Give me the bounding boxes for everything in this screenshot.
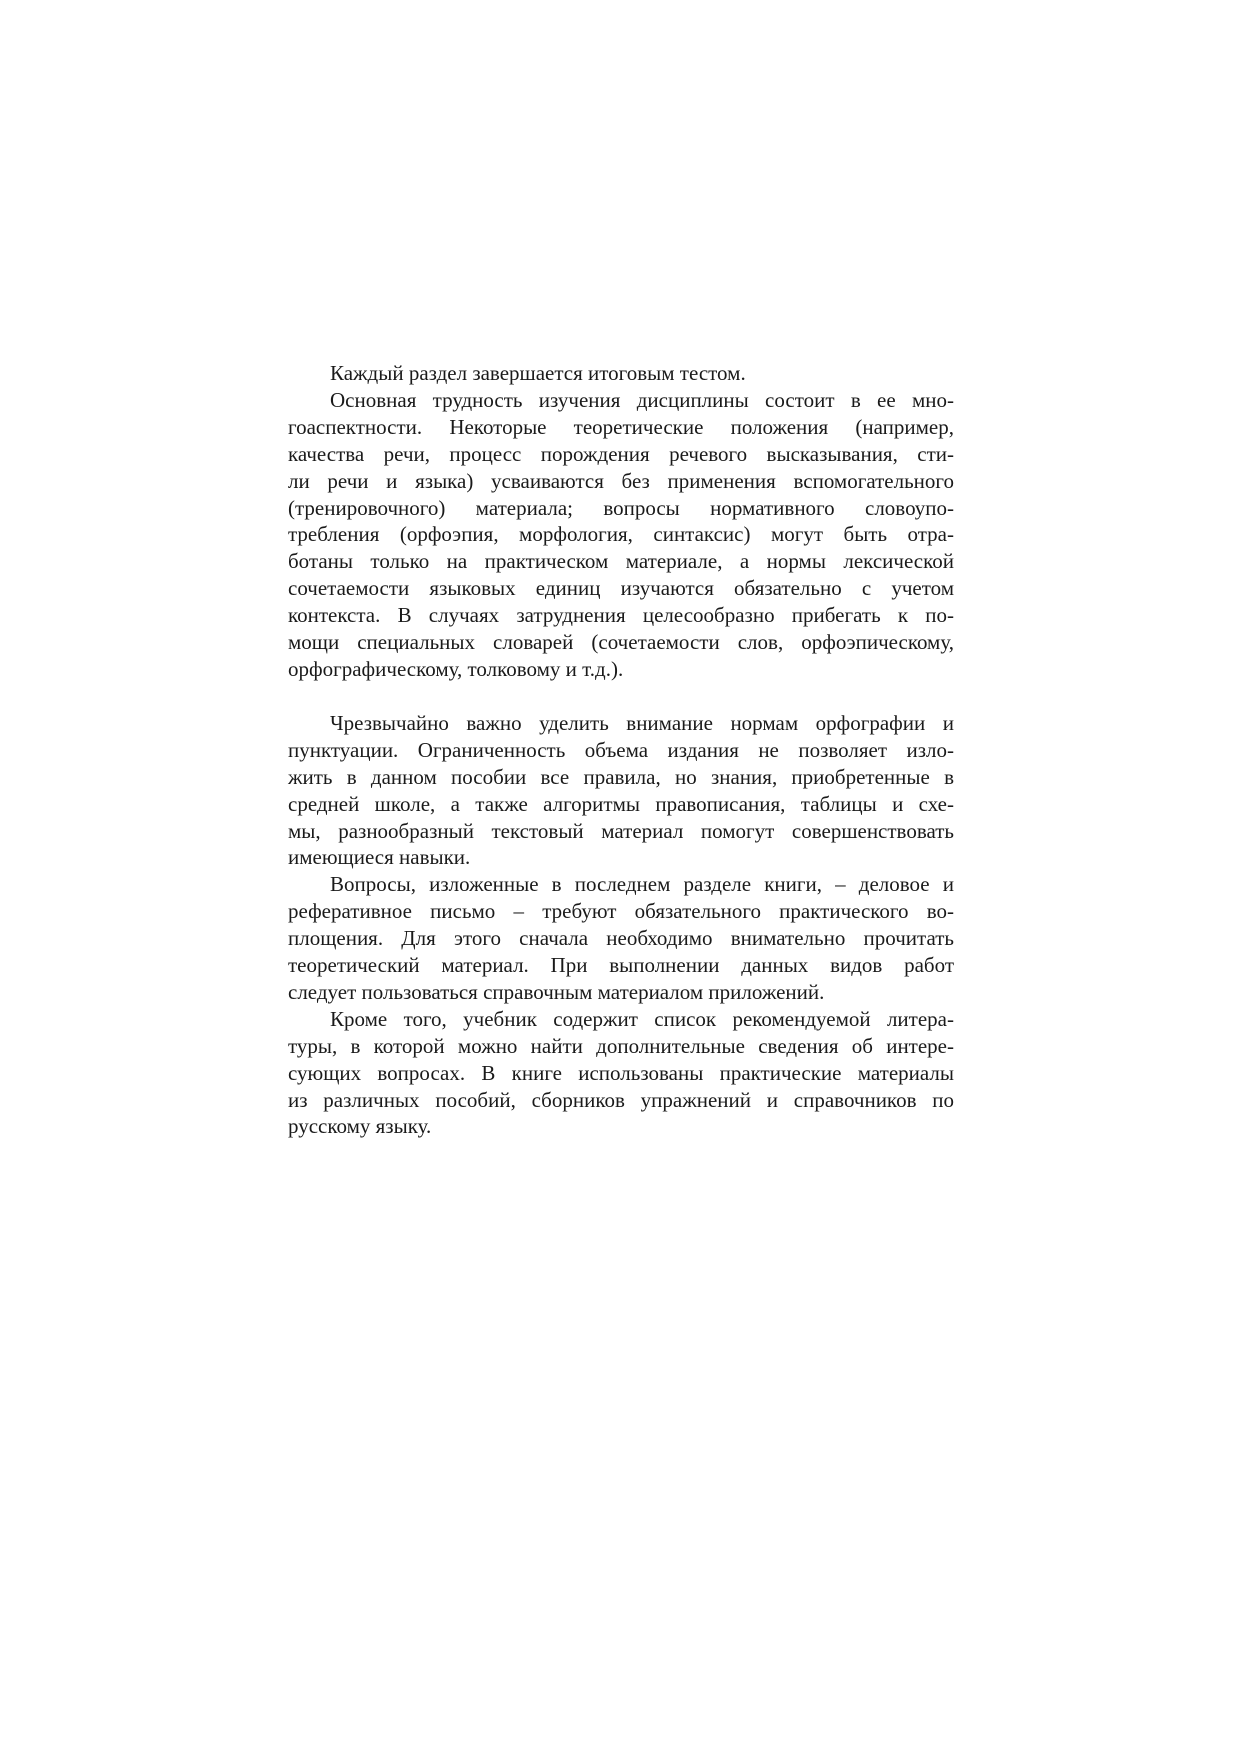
text-line: теоретический материал. При выполнении данных видов работ xyxy=(288,953,954,978)
text-line: (тренировочного) материала; вопросы нормативного словоупо- xyxy=(288,495,954,520)
paragraph-2 xyxy=(288,387,954,683)
text-line: ботаны только на практическом материале, а нормы лексической xyxy=(288,549,954,574)
text-line: качества речи, процесс порождения речевого высказывания, сти- xyxy=(288,441,954,466)
text-line: пунктуации. Ограниченность объема издания не позволяет изло- xyxy=(288,737,954,762)
text-line: средней школе, а также алгоритмы правописания, таблицы и схе- xyxy=(288,791,954,816)
text-line: Вопросы, изложенные в последнем разделе книги, – деловое и xyxy=(330,872,954,897)
text-line: русскому языку. xyxy=(288,1114,432,1139)
text-line: Каждый раздел завершается итоговым тестом. xyxy=(330,361,746,385)
text-line: Кроме того, учебник содержит список рекомендуемой литера- xyxy=(330,1006,954,1031)
body-text xyxy=(288,360,954,1140)
text-line: ли речи и языка) усваиваются без применения вспомогательного xyxy=(288,468,954,493)
paragraph-5 xyxy=(288,1006,954,1141)
text-line: мощи специальных словарей (сочетаемости слов, орфоэпическому, xyxy=(288,630,954,655)
text-line: мы, разнообразный текстовый материал помогут совершенствовать xyxy=(288,818,954,843)
text-line: имеющиеся навыки. xyxy=(288,845,471,870)
paragraph-3 xyxy=(288,710,954,871)
text-line: Чрезвычайно важно уделить внимание нормам орфографии и xyxy=(330,710,954,735)
text-line: контекста. В случаях затруднения целесообразно прибегать к по- xyxy=(288,603,954,628)
text-line: сующих вопросах. В книге использованы практические материалы xyxy=(288,1060,954,1085)
text-line: требления (орфоэпия, морфология, синтаксис) могут быть отра- xyxy=(288,522,954,547)
text-line: реферативное письмо – требуют обязательного практического во- xyxy=(288,899,954,924)
text-line: гоаспектности. Некоторые теоретические положения (например, xyxy=(288,414,954,439)
paragraph-4 xyxy=(288,871,954,1006)
text-line: сочетаемости языковых единиц изучаются обязательно с учетом xyxy=(288,576,954,601)
text-line: туры, в которой можно найти дополнительные сведения об интере- xyxy=(288,1033,954,1058)
text-line: из различных пособий, сборников упражнений и справочников по xyxy=(288,1087,954,1112)
text-line: орфографическому, толковому и т.д.). xyxy=(288,656,624,681)
paragraph-1 xyxy=(288,360,954,387)
paragraph-spacer xyxy=(288,683,954,710)
text-line: Основная трудность изучения дисциплины состоит в ее мно- xyxy=(330,387,954,412)
text-line: жить в данном пособии все правила, но знания, приобретенные в xyxy=(288,764,954,789)
text-line: площения. Для этого сначала необходимо внимательно прочитать xyxy=(288,926,954,951)
text-line: следует пользоваться справочным материалом приложений. xyxy=(288,979,825,1004)
